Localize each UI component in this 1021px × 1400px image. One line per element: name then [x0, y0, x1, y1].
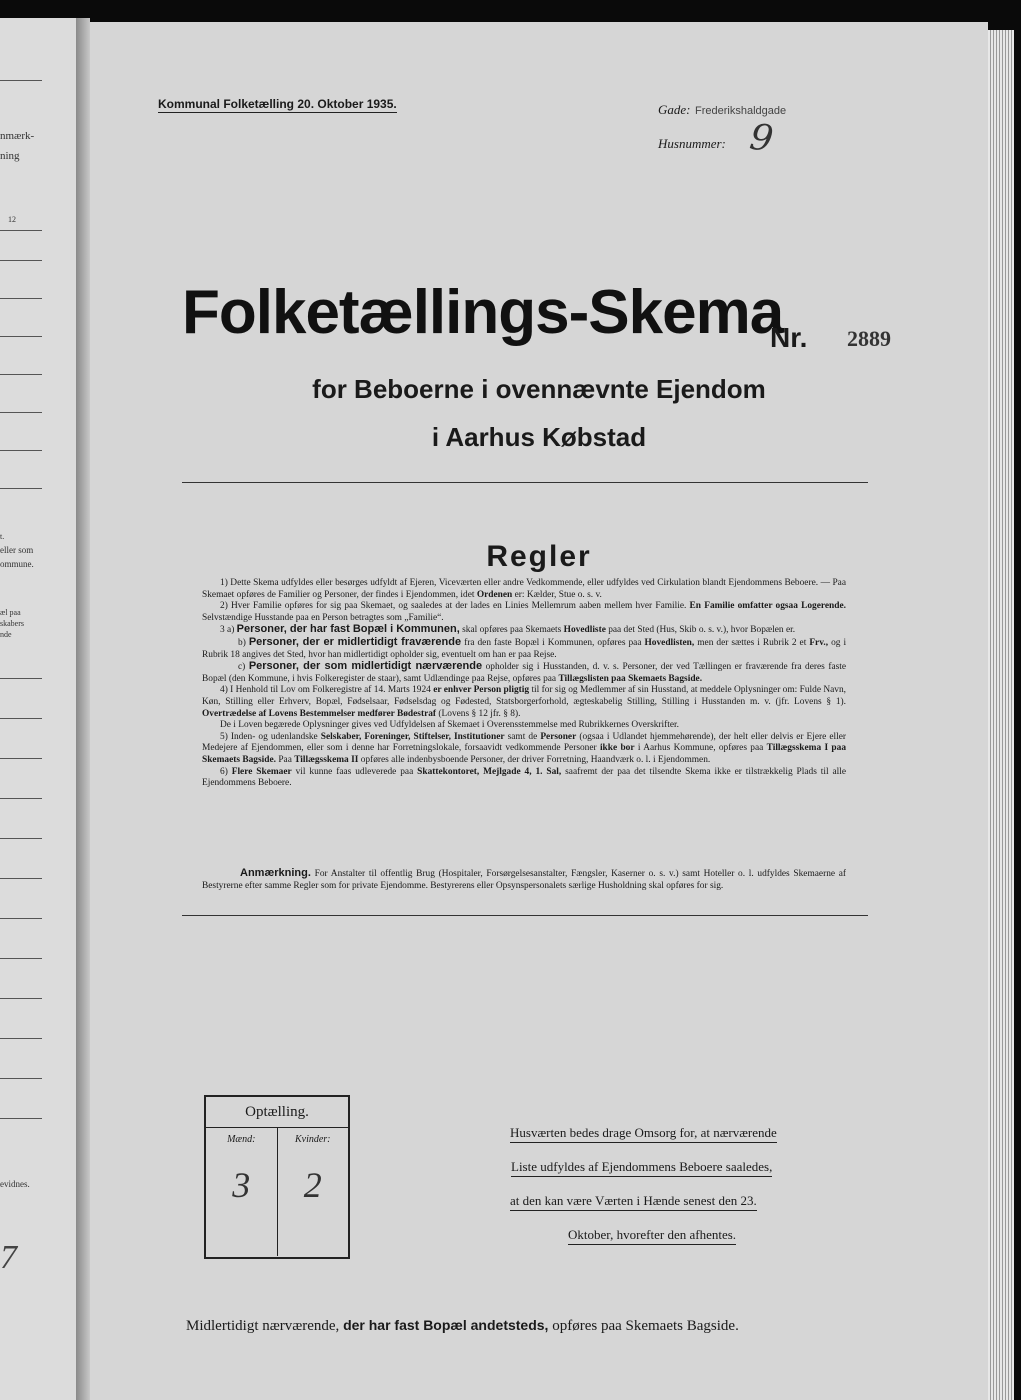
left-rule	[0, 298, 42, 299]
rule-5: 5) Inden- og udenlandske Selskaber, Foreninger, Stiftelser, Institutioner samt de Personer (ogsaa i Udlandet hjemmehørende), der helt eller delvis er Ejere eller Medejere af Ejendommen, eller som i denne har Forretningslokale, forsaavidt vedkommende Personer ikke bor i Aarhus Kommune, opføres paa Tillægsskema I paa Skemaets Bagside. Paa Tillægsskema II opføres alle indenbysboende Personer, der driver Forretning, Haandværk o. l. i Ejendommen.	[202, 731, 847, 765]
left-rule	[0, 718, 42, 719]
rules-text	[202, 578, 846, 790]
notice-line: Liste udfyldes af Ejendommens Beboere saaledes,	[511, 1158, 772, 1177]
left-fragment-handwriting: 7	[0, 1239, 17, 1276]
count-box-title: Optælling.	[206, 1097, 348, 1128]
notice-line: Oktober, hvorefter den afhentes.	[568, 1226, 736, 1245]
rules-heading: Regler	[486, 540, 592, 573]
left-rule	[0, 1078, 42, 1079]
husnummer-label: Husnummer:	[658, 136, 726, 151]
kvinder-label: Kvinder:	[294, 1134, 331, 1145]
left-fragment-text: skabers	[0, 619, 24, 628]
note-text: For Anstalter til offentlig Brug (Hospitaler, Forsørgelsesanstalter, Fængsler, Kaserner o. s. v.) samt Hoteller o. l. udfyldes Skemaerne af Bestyrerne efter samme Regler som for private Ejendomme. Bestyrerens eller Opsynspersonalets særlige Husholdning skal opføres for sig.	[202, 869, 847, 891]
left-rule	[0, 374, 42, 375]
husnummer-value: 9	[747, 116, 776, 161]
rule-3a: 3 a) Personer, der har fast Bopæl i Kommunen, skal opføres paa Skemaets Hovedliste paa det Sted (Hus, Skib o. s. v.), hvor Bopælen er.	[220, 623, 796, 636]
rule-2: 2) Hver Familie opføres for sig paa Skemaet, og saaledes at der lades en Linies Mellemrum aaben mellem hver Familie. En Familie omfatter ogsaa Logerende. Selvstændige Husstande paa en Person betragtes som „Familie“.	[202, 601, 846, 623]
gade-value: Frederikshaldgade	[695, 105, 787, 117]
left-fragment-text: 12	[8, 215, 16, 224]
left-rule	[0, 450, 42, 451]
census-line: Kommunal Folketælling 20. Oktober 1935.	[158, 97, 397, 111]
left-rule	[0, 80, 42, 81]
left-rule	[0, 998, 42, 999]
divider	[182, 482, 868, 483]
page-stack-edge	[988, 30, 1014, 1400]
notice-line: at den kan være Værten i Hænde senest den 23.	[510, 1192, 757, 1211]
rule-6: 6) Flere Skemaer vil kunne faas udleverede paa Skattekontoret, Mejlgade 4, 1. Sal, saafremt der paa det tilsendte Skema ikke er tilstrækkelig Plads til alle Ejendommens Beboere.	[202, 766, 847, 789]
divider	[182, 915, 868, 916]
rule-4b: De i Loven begærede Oplysninger gives ved Udfyldelsen af Skemaet i Overensstemmelse med Rubrikkernes Overskrifter.	[220, 720, 679, 731]
left-rule	[0, 838, 42, 839]
left-fragment-text: eller som	[0, 545, 34, 555]
left-fragment-text: ommune.	[0, 559, 34, 569]
left-rule	[0, 488, 42, 489]
gade-label: Gade:	[658, 102, 691, 117]
left-fragment-text: ning	[0, 150, 20, 162]
nr-value: 2889	[847, 326, 891, 351]
count-box	[204, 1095, 350, 1259]
footer-note: Midlertidigt nærværende, der har fast Bopæl andetsteds, opføres paa Skemaets Bagside.	[186, 1317, 739, 1334]
nr-label: Nr.	[770, 322, 808, 353]
left-fragment-text: æl paa	[0, 608, 21, 617]
left-page-fragment	[0, 18, 78, 1400]
note-label: Anmærkning.	[240, 867, 311, 879]
rule-3c: c) Personer, der som midlertidigt nærværende opholder sig i Husstanden, d. v. s. Personer, der ved Tællingen er fraværende fra deres faste Bopæl (den Kommune, i hvis Folkeregister de staar), samt Udlændinge paa Rejse, opføres paa Tillægslisten paa Skemaets Bagside.	[202, 660, 847, 684]
form-subtitle: for Beboerne i ovennævnte Ejendom	[312, 374, 766, 404]
annotation-note	[202, 868, 846, 892]
rule-3b: b) Personer, der er midlertidigt fraværende fra den faste Bopæl i Kommunen, opføres paa Hovedlisten, men der sættes i Rubrik 2 et Frv., og i Rubrik 18 angives det Sted, hvor han midlertidigt opholder sig, eventuelt om han er paa Rejse.	[202, 635, 847, 660]
left-fragment-text: t.	[0, 532, 5, 541]
form-subtitle-city: i Aarhus Købstad	[431, 422, 647, 452]
kvinder-column	[277, 1128, 349, 1256]
notice-line: Husværten bedes drage Omsorg for, at nærværende	[510, 1124, 777, 1143]
left-fragment-text: nde	[0, 630, 12, 639]
left-fragment-text: nmærk-	[0, 130, 35, 142]
left-rule	[0, 260, 42, 261]
maend-label: Mænd:	[227, 1134, 256, 1145]
left-fragment-text: evidnes.	[0, 1179, 30, 1189]
left-rule	[0, 958, 42, 959]
census-form-page	[90, 22, 988, 1400]
rule-4: 4) I Henhold til Lov om Folkeregistre af 14. Marts 1924 er enhver Person pligtig til for sig og Medlemmer af sin Husstand, at meddele Oplysninger om: Fulde Navn, Køn, Stilling eller Erhverv, Bopæl, Fødselsaar, Fødselsdag og Fødested, Statsborgerforhold, ægteskabelig Stilling, Stilling i Husstanden m. v. (jfr. Lovens § 1). Overtrædelse af Lovens Bestemmelser medfører Bødestraf (Lovens § 12 jfr. § 8).	[202, 685, 847, 719]
kvinder-value: 2	[303, 1165, 322, 1205]
left-rule	[0, 1038, 42, 1039]
left-rule	[0, 878, 42, 879]
maend-column	[206, 1128, 277, 1256]
left-rule	[0, 230, 42, 231]
left-rule	[0, 678, 42, 679]
left-rule	[0, 336, 42, 337]
left-rule	[0, 798, 42, 799]
left-rule	[0, 918, 42, 919]
form-title: Folketællings-Skema	[182, 278, 784, 347]
left-rule	[0, 1118, 42, 1119]
left-rule	[0, 412, 42, 413]
maend-value: 3	[232, 1165, 251, 1205]
rule-1: 1) Dette Skema udfyldes eller besørges udfyldt af Ejeren, Viceværten eller andre Vedkommende, eller udfyldes ved Cirkulation blandt Ejendommens Beboere. — Paa Skemaet opføres de Familier og Personer, der findes i Ejendommen, idet Ordenen er: Kælder, Stue o. s. v.	[202, 578, 846, 600]
left-rule	[0, 758, 42, 759]
book-gutter	[76, 18, 90, 1400]
